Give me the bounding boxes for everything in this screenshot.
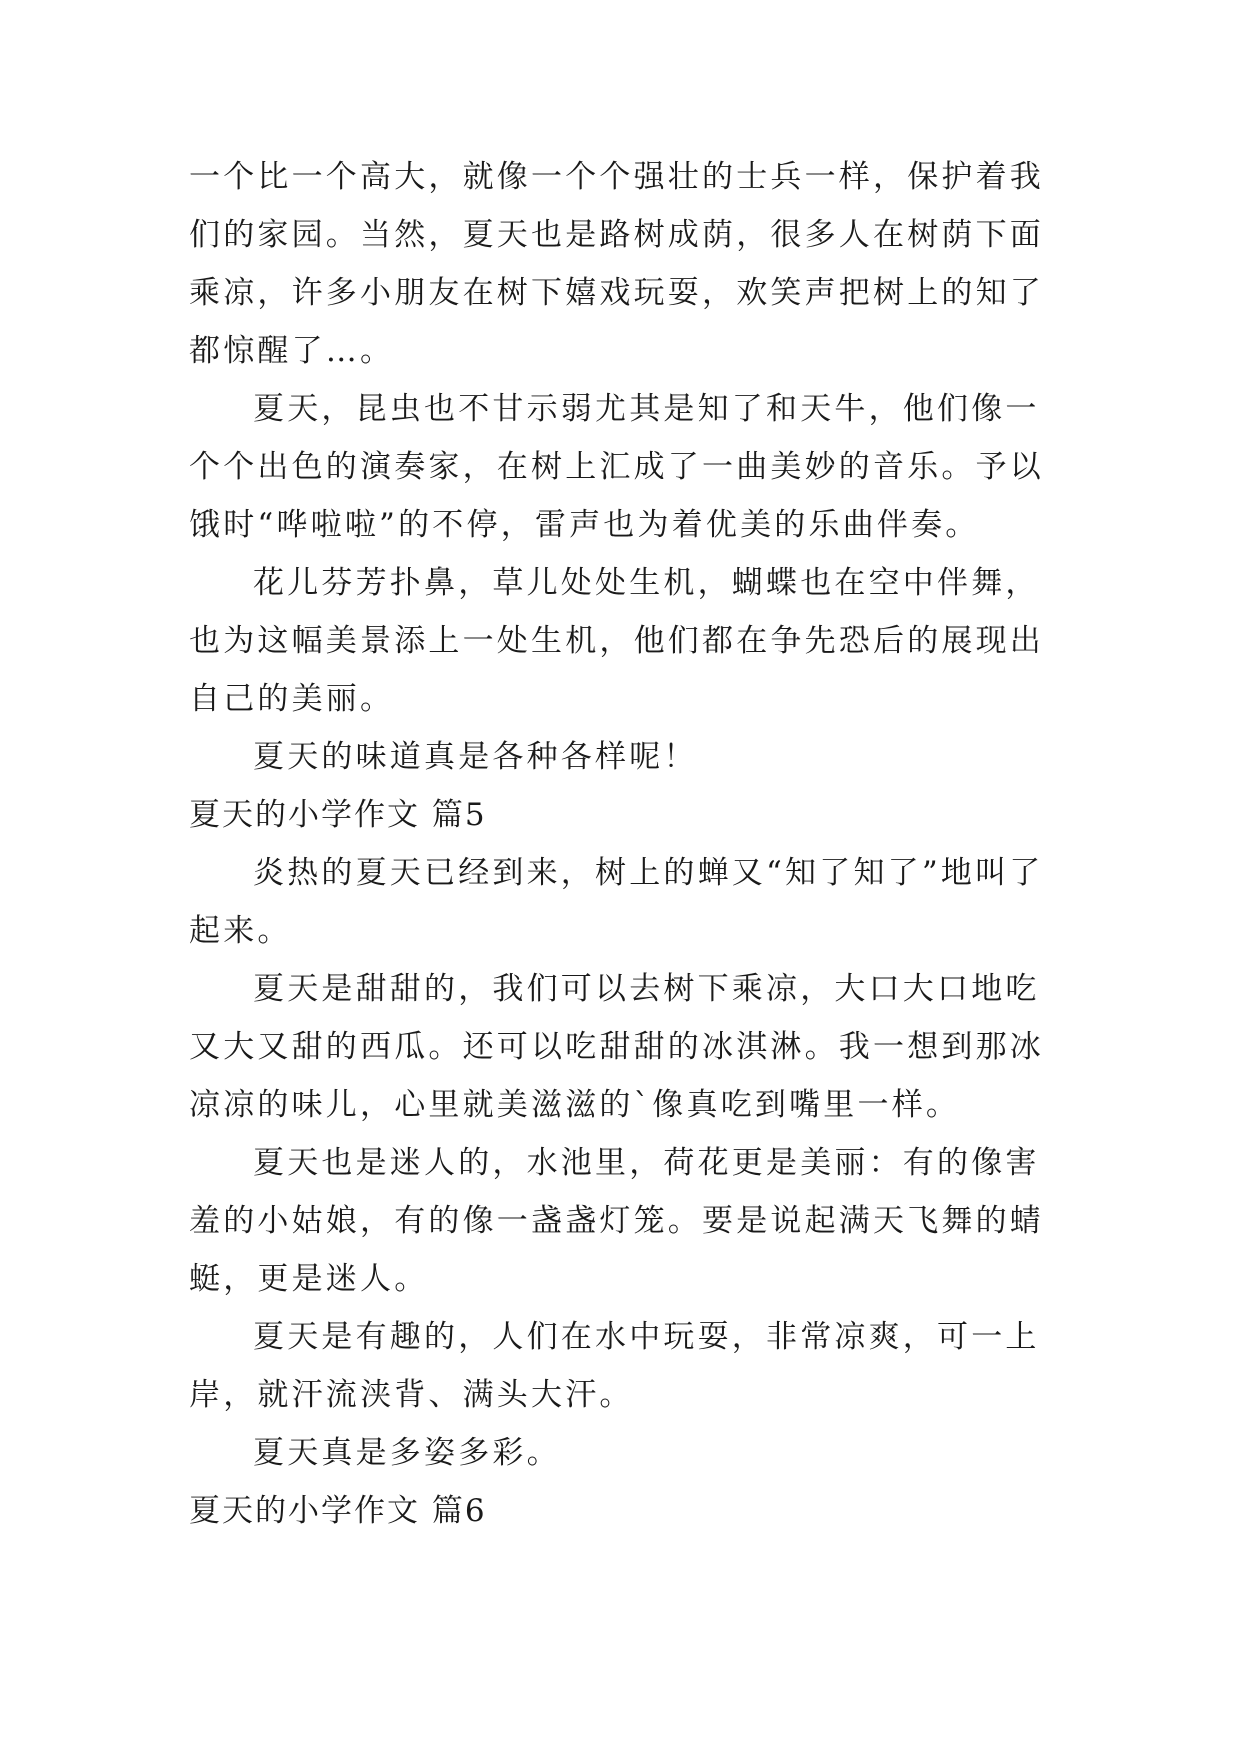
paragraph: 夏天，昆虫也不甘示弱尤其是知了和天牛，他们像一个个出色的演奏家，在树上汇成了一曲美妙的音乐。予以饿时“哗啦啦”的不停，雷声也为着优美的乐曲伴奏。 [189,391,1044,543]
paragraph: 夏天是甜甜的，我们可以去树下乘凉，大口大口地吃又大又甜的西瓜。还可以吃甜甜的冰淇淋。我一想到那冰凉凉的味儿，心里就美滋滋的`像真吃到嘴里一样。 [189,971,1044,1123]
document-body [189,148,1069,1540]
paragraph: 一个比一个高大，就像一个个强壮的士兵一样，保护着我们的家园。当然，夏天也是路树成荫，很多人在树荫下面乘凉，许多小朋友在树下嬉戏玩耍，欢笑声把树上的知了都惊醒了…。 [189,159,1044,369]
paragraph: 夏天也是迷人的，水池里，荷花更是美丽：有的像害羞的小姑娘，有的像一盏盏灯笼。要是说起满天飞舞的蜻蜓，更是迷人。 [189,1145,1044,1297]
paragraph: 夏天的味道真是各种各样呢！ [253,739,698,775]
section-heading: 夏天的小学作文 篇5 [189,797,487,833]
paragraph: 炎热的夏天已经到来，树上的蝉又“知了知了”地叫了起来。 [189,855,1044,949]
section-heading: 夏天的小学作文 篇6 [189,1493,487,1529]
paragraph: 夏天真是多姿多彩。 [253,1435,561,1471]
paragraph: 夏天是有趣的，人们在水中玩耍，非常凉爽，可一上岸，就汗流浃背、满头大汗。 [189,1319,1040,1413]
paragraph: 花儿芬芳扑鼻，草儿处处生机，蝴蝶也在空中伴舞，也为这幅美景添上一处生机，他们都在争先恐后的展现出自己的美丽。 [189,565,1044,717]
